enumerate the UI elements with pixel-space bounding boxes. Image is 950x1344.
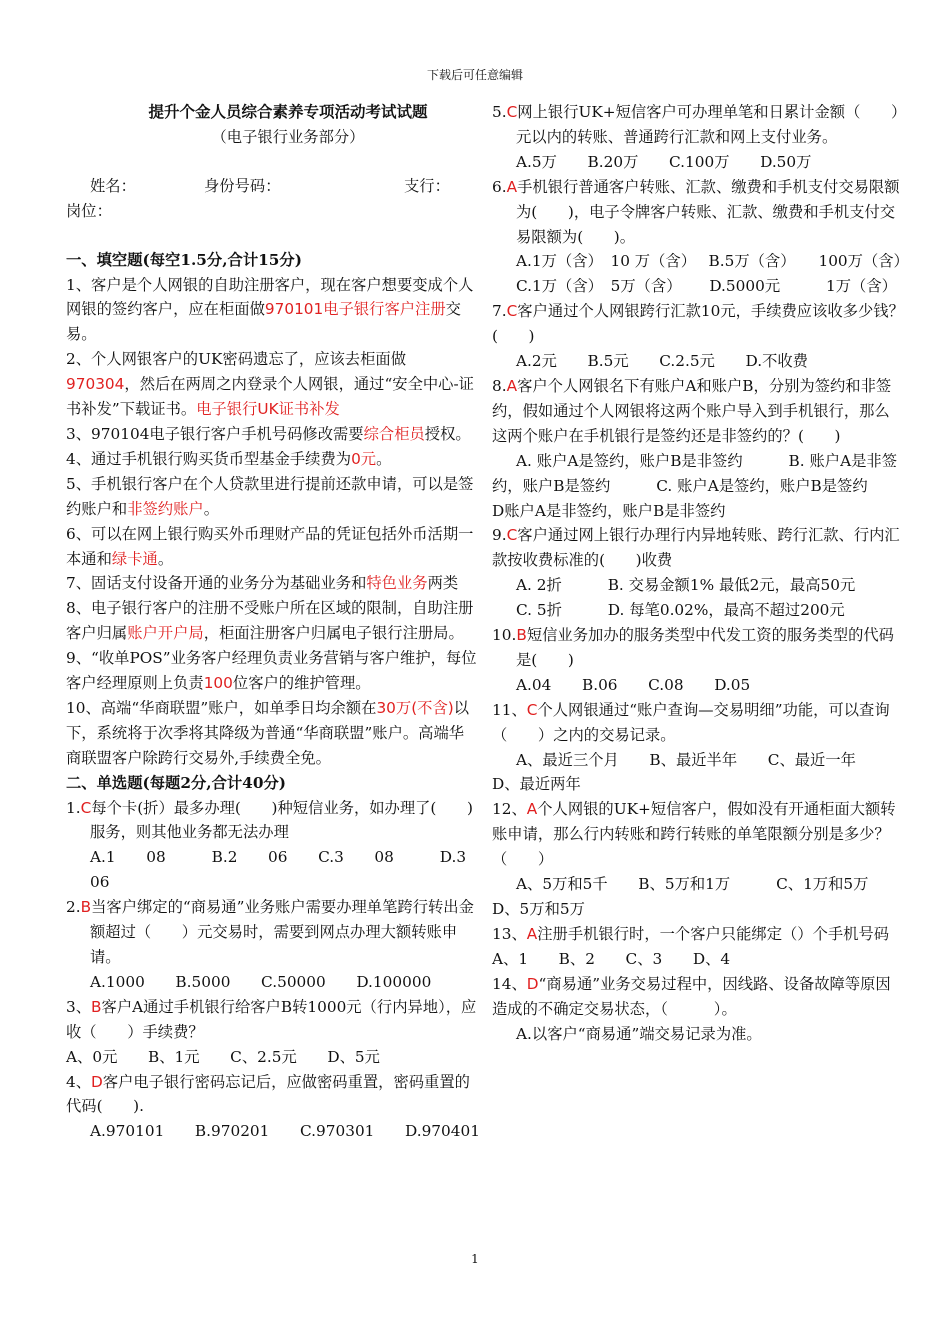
options: A、0元 B、1元 C、2.5元 D、5元 — [66, 1047, 380, 1066]
answer: 非签约账户 — [127, 499, 204, 518]
answer: 综合柜员 — [363, 424, 425, 443]
right-column — [492, 100, 914, 1046]
fill-item: 8、电子银行客户的注册不受账户所在区域的限制，自助注册客户归属账户开户局，柜面注册客户归属电子银行注册局。 — [66, 599, 474, 643]
section-single-choice: 二、单选题(每题2分,合计40分) — [66, 773, 286, 792]
question-5: 5.C网上银行UK+短信客户可办理单笔和日累计金额（ ）元以内的转账、普通跨行汇款和网上支付业务。 A.5万 B.20万 C.100万 D.50万 — [492, 100, 904, 175]
answer: 电子银行UK证书补发 — [196, 400, 340, 419]
fill-item: 6、可以在网上银行购买外币理财产品的凭证包括外币活期一本通和绿卡通。 — [66, 524, 474, 568]
page-header: 下载后可任意编辑 — [426, 68, 523, 82]
answer: D — [91, 1072, 103, 1091]
options: C.1万（含） 5万（含） D.5000元 1万（含） — [516, 277, 897, 296]
options: C. 5折 D. 每笔0.02%，最高不超过200元 — [516, 601, 845, 620]
fill-item: 4、通过手机银行购买货币型基金手续费为0元。 — [66, 449, 392, 468]
options: A.5万 B.20万 C.100万 D.50万 — [516, 152, 812, 171]
fill-item: 5、手机银行客户在个人贷款里进行提前还款申请，可以是签约账户和非签约账户。 — [66, 474, 474, 518]
question-7: 7.C客户通过个人网银跨行汇款10元，手续费应该收多少钱？( ) A.2元 B.5元 C.2.5元 D.不收费 — [492, 299, 904, 374]
id-field: 身份号码： — [204, 176, 281, 195]
answer: 100 — [203, 674, 233, 693]
answer: 30万(不含) — [376, 698, 454, 717]
question-10: 10.B短信业务加办的服务类型中代发工资的服务类型的代码是( ) A.04 B.06 C.08 D.05 — [492, 623, 904, 698]
answer: A — [506, 376, 518, 395]
answer: 绿卡通 — [111, 549, 158, 568]
answer: 特色业务 — [366, 574, 428, 593]
options: A. 账户A是签约，账户B是非签约 B. 账户A是非签约，账户B是签约 C. 账户A是签约，账户B是签约 D账户A是非签约，账户B是非签约 — [492, 451, 914, 520]
answer: C — [506, 103, 518, 121]
answer: B — [91, 997, 102, 1016]
fill-item: 2、个人网银客户的UK密码遗忘了，应该去柜面做970304，然后在两周之内登录个人网银，通过“安全中心-证书补发”下载证书。电子银行UK证书补发 — [66, 350, 474, 419]
fill-item: 10、高端“华商联盟”账户，如单季日均余额在30万(不含)以下，系统将于次季将其降级为普通“华商联盟”账户。高端华商联盟客户除跨行交易外,手续费全免。 — [66, 698, 470, 767]
answer: 账户开户局 — [127, 624, 204, 643]
answer: C — [526, 700, 538, 719]
question-9: 9.C客户通过网上银行办理行内异地转账、跨行汇款、行内汇款按收费标准的( )收费 A. 2折 B. 交易金额1% 最低2元，最高50元 C. 5折 D. 每笔0.02%，最高不超过200元 — [492, 523, 904, 623]
options: A.1 08 B.2 06 C.3 08 D.3 06 — [90, 848, 497, 892]
branch-field: 支行： — [404, 176, 450, 195]
question-12: 12、A个人网银的UK+短信客户，假如没有开通柜面大额转账申请，那么行内转账和跨行转账的单笔限额分别是多少？（ ） A、5万和5千 B、5万和1万 C、1万和5万 D、5万和5万 — [492, 797, 904, 922]
answer: 970101电子银行客户注册 — [264, 300, 446, 319]
left-column — [66, 100, 497, 1144]
options: A、1 B、2 C、3 D、4 — [492, 949, 731, 968]
options: A.以客户“商易通”端交易记录为准。 — [516, 1024, 762, 1043]
name-field: 姓名： — [90, 176, 136, 195]
answer: A — [526, 800, 538, 819]
answer: 0元 — [351, 449, 377, 468]
question-3: 3、B客户A通过手机银行给客户B转1000元（行内异地），应收（ ）手续费？ A、0元 B、1元 C、2.5元 D、5元 — [66, 995, 478, 1070]
exam-subtitle: （电子银行业务部分） — [211, 127, 365, 146]
answer: 970304 — [66, 375, 125, 394]
question-4: 4、D客户电子银行密码忘记后，应做密码重置，密码重置的代码( ). A.970101 B.970201 C.970301 D.970401 — [66, 1070, 478, 1145]
options: A.1万（含） 10 万（含） B.5万（含） 100万（含） — [516, 252, 909, 271]
options: A、5万和5千 B、5万和1万 C、1万和5万 D、5万和5万 — [492, 875, 900, 918]
question-8: 8.A客户个人网银名下有账户A和账户B，分别为签约和非签约，假如通过个人网银将这两个账户导入到手机银行，那么这两个账户在手机银行是签约还是非签约的？( ) A. 账户A是签约，账户B是非签约 B. 账户A是非签约，账户B是签约 C. 账户A是签约，账户B是签约 D账户A是非签约，账户B是非签约 — [492, 374, 904, 523]
options: A.04 B.06 C.08 D.05 — [516, 675, 751, 694]
answer: C — [80, 798, 92, 817]
fill-item: 7、固话支付设备开通的业务分为基础业务和特色业务两类 — [66, 574, 459, 593]
question-6: 6.A手机银行普通客户转账、汇款、缴费和手机支付交易限额为( )，电子令牌客户转账、汇款、缴费和手机支付交易限额为( )。 A.1万（含） 10 万（含） B.5万（含） 100万（含） C.1万（含） 5万（含） D.5000元 1万（含） — [492, 175, 904, 300]
question-2: 2.B当客户绑定的“商易通”业务账户需要办理单笔跨行转出金额超过（ ）元交易时，需要到网点办理大额转账申请。 A.1000 B.5000 C.50000 D.100000 — [66, 895, 478, 995]
answer: B — [516, 626, 527, 645]
post-field: 岗位： — [66, 201, 112, 220]
section-fill-in: 一、填空题(每空1.5分,合计15分) — [66, 250, 302, 269]
answer: D — [526, 974, 539, 993]
answer: C — [506, 526, 518, 545]
fill-item: 3、970104电子银行客户手机号码修改需要综合柜员授权。 — [66, 424, 471, 443]
exam-title: 提升个金人员综合素养专项活动考试试题 — [148, 102, 428, 121]
answer: A — [526, 924, 538, 943]
answer: C — [506, 302, 518, 321]
question-11: 11、C个人网银通过“账户查询—交易明细”功能，可以查询（ ）之内的交易记录。 A、最近三个月 B、最近半年 C、最近一年 D、最近两年 — [492, 698, 904, 798]
fill-item: 1、客户是个人网银的自助注册客户，现在客户想要变成个人网银的签约客户，应在柜面做970101电子银行客户注册交易。 — [66, 275, 474, 344]
question-14: 14、D“商易通”业务交易过程中，因线路、设备故障等原因造成的不确定交易状态，（ ）。 A.以客户“商易通”端交易记录为准。 — [492, 972, 904, 1047]
fill-item: 9、“收单POS”业务客户经理负责业务营销与客户维护，每位客户经理原则上负责100位客户的维护管理。 — [66, 649, 477, 693]
answer: A — [506, 177, 518, 196]
options: A. 2折 B. 交易金额1% 最低2元，最高50元 — [516, 576, 856, 595]
options: A.1000 B.5000 C.50000 D.100000 — [90, 972, 432, 991]
options: A.2元 B.5元 C.2.5元 D.不收费 — [516, 352, 808, 371]
answer: B — [80, 898, 92, 917]
options: A、最近三个月 B、最近半年 C、最近一年 D、最近两年 — [492, 750, 887, 794]
page-number: 1 — [471, 1252, 479, 1266]
candidate-info — [66, 174, 478, 224]
question-13: 13、A注册手机银行时，一个客户只能绑定（）个手机号码 A、1 B、2 C、3 D、4 — [492, 922, 904, 972]
question-1: 1.C每个卡(折）最多办理( )种短信业务，如办理了( )服务，则其他业务都无法办理 A.1 08 B.2 06 C.3 08 D.3 06 — [66, 796, 478, 896]
options: A.970101 B.970201 C.970301 D.970401 — [90, 1122, 480, 1141]
